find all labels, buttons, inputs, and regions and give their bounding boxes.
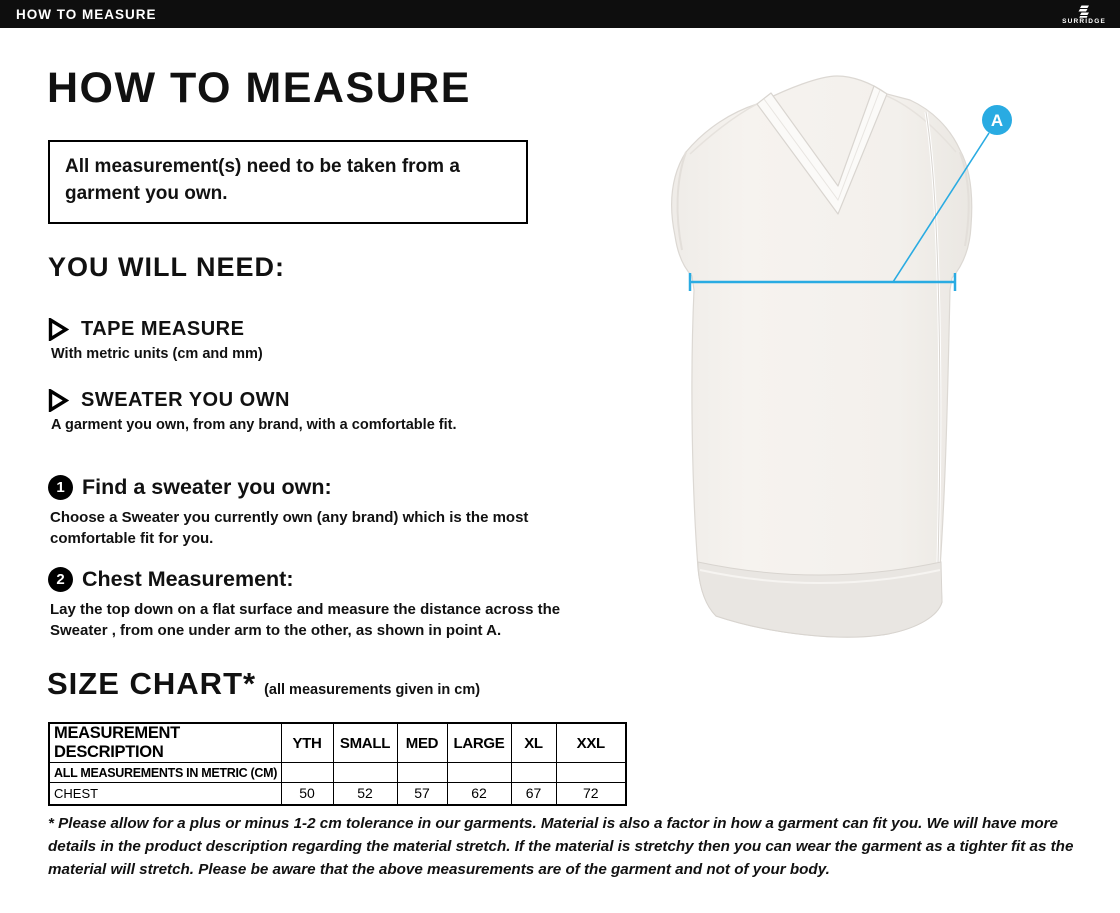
- table-row-chest: [49, 783, 626, 805]
- step-1-description: Choose a Sweater you currently own (any brand) which is the most comfortable fit for you.: [50, 509, 529, 547]
- size-chart-title: SIZE CHART*: [47, 666, 257, 701]
- table-cell: 62: [447, 783, 511, 805]
- need-item-title: TAPE MEASURE: [81, 318, 245, 340]
- step-1-title: Find a sweater you own:: [82, 475, 332, 499]
- table-cell: 67: [511, 783, 556, 805]
- step-2-header: [48, 567, 293, 592]
- column-header-small: SMALL: [333, 723, 397, 763]
- point-a-label: A: [990, 111, 1004, 130]
- table-cell: 50: [281, 783, 333, 805]
- step-2-number-badge: 2: [48, 567, 73, 592]
- surridge-logo-text: SURRIDGE: [1062, 17, 1106, 25]
- triangle-bullet-icon: [48, 389, 69, 412]
- table-cell: ALL MEASUREMENTS IN METRIC (CM): [49, 763, 281, 783]
- table-header-row: [49, 723, 626, 763]
- need-item-title: SWEATER YOU OWN: [81, 389, 290, 411]
- table-cell: [556, 763, 626, 783]
- table-cell: [333, 763, 397, 783]
- column-header-xl: XL: [511, 723, 556, 763]
- column-header-large: LARGE: [447, 723, 511, 763]
- step-2-title: Chest Measurement:: [82, 567, 294, 591]
- column-header-med: MED: [397, 723, 447, 763]
- sweater-measurement-diagram: [620, 50, 1020, 650]
- column-header-yth: YTH: [281, 723, 333, 763]
- table-cell: [397, 763, 447, 783]
- top-bar-title: HOW TO MEASURE: [16, 6, 157, 22]
- column-header-xxl: XXL: [556, 723, 626, 763]
- surridge-logo: [1062, 3, 1106, 26]
- need-item-sweater: [48, 389, 290, 412]
- you-will-need-heading: YOU WILL NEED:: [48, 252, 286, 282]
- point-a-marker: [982, 105, 1012, 135]
- table-cell: 57: [397, 783, 447, 805]
- step-1-header: [48, 475, 332, 500]
- top-bar: [0, 0, 1120, 28]
- table-cell: CHEST: [49, 783, 281, 805]
- step-2-description: Lay the top down on a flat surface and measure the distance across the Sweater , from one under arm to the other, as shown in point A.: [50, 601, 561, 639]
- table-cell: [281, 763, 333, 783]
- step-1-number-badge: 1: [48, 475, 73, 500]
- need-item-tape-measure: [48, 318, 244, 341]
- size-chart-subtitle: (all measurements given in cm): [264, 682, 481, 698]
- table-cell: 72: [556, 783, 626, 805]
- page-title: HOW TO MEASURE: [47, 64, 471, 112]
- table-row-metric-note: [49, 763, 626, 783]
- need-item-description: With metric units (cm and mm): [51, 346, 263, 362]
- tolerance-footnote: * Please allow for a plus or minus 1-2 cm tolerance in our garments. Material is also a factor in how a garment can fit you. We will have more details in the product description regarding the material stretch. If the material is stretchy then you can wear the garment as a tighter fit as the material will stretch. Please be aware that the above measurements are of the garment and not of your body.: [48, 815, 1074, 878]
- need-item-description: A garment you own, from any brand, with a comfortable fit.: [51, 417, 457, 433]
- size-chart-table: [48, 722, 627, 806]
- size-chart-header: [47, 666, 480, 702]
- sweater-body: [672, 76, 972, 637]
- surridge-s-icon: [1078, 5, 1091, 18]
- table-cell: 52: [333, 783, 397, 805]
- table-cell: [447, 763, 511, 783]
- measurement-note-box: All measurement(s) need to be taken from a garment you own.: [48, 140, 528, 224]
- column-header-measurement-description: MEASUREMENT DESCRIPTION: [49, 723, 281, 763]
- table-cell: [511, 763, 556, 783]
- triangle-bullet-icon: [48, 318, 69, 341]
